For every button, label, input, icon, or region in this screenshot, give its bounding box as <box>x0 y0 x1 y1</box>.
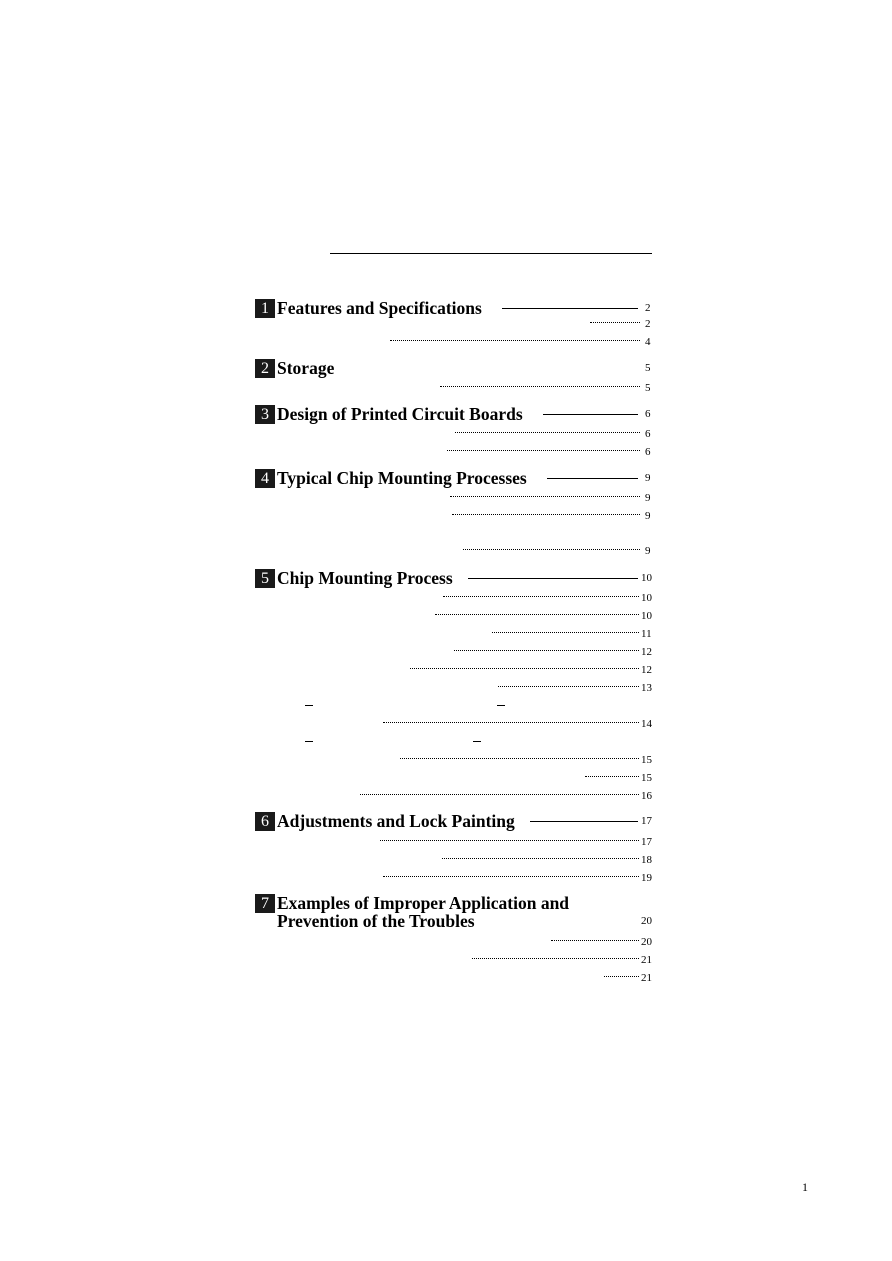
section-page-number: 5 <box>645 362 651 374</box>
heading-rule <box>543 414 638 415</box>
dot-leader <box>442 858 639 859</box>
entry-page-number: 10 <box>641 610 652 622</box>
toc-entry[interactable] <box>383 872 656 884</box>
section-page-number: 6 <box>645 408 651 420</box>
entry-page-number: 10 <box>641 592 652 604</box>
dot-leader <box>463 549 640 550</box>
toc-entry[interactable] <box>551 936 656 948</box>
toc-entry[interactable] <box>498 682 656 694</box>
entry-page-number: 4 <box>645 336 651 348</box>
entry-page-number: 2 <box>645 318 651 330</box>
section-title: Typical Chip Mounting Processes <box>277 468 527 488</box>
entry-page-number: 19 <box>641 872 652 884</box>
section-number-badge: 1 <box>255 299 275 318</box>
dot-leader <box>447 450 640 451</box>
entry-page-number: 15 <box>641 772 652 784</box>
section-title: Adjustments and Lock Painting <box>277 811 515 831</box>
toc-entry[interactable] <box>380 836 656 848</box>
dot-leader <box>360 794 639 795</box>
section-page-number: 9 <box>645 472 651 484</box>
entry-page-number: 15 <box>641 754 652 766</box>
section-title-line2: Prevention of the Troubles <box>277 911 475 931</box>
toc-entry[interactable] <box>435 610 656 622</box>
section-number-badge: 5 <box>255 569 275 588</box>
dot-leader <box>590 322 640 323</box>
dot-leader <box>585 776 639 777</box>
entry-page-number: 21 <box>641 954 652 966</box>
dot-leader <box>551 940 639 941</box>
toc-entry[interactable] <box>390 336 654 348</box>
dot-leader <box>380 840 639 841</box>
heading-rule <box>530 821 638 822</box>
section-number-badge: 7 <box>255 894 275 913</box>
heading-rule <box>468 578 638 579</box>
dot-leader <box>383 722 639 723</box>
toc-entry[interactable] <box>585 772 656 784</box>
entry-page-number: 5 <box>645 382 651 394</box>
toc-entry[interactable] <box>450 492 654 504</box>
entry-page-number: 12 <box>641 646 652 658</box>
section-page-number: 2 <box>645 302 651 314</box>
section-page-number: 20 <box>641 915 652 927</box>
toc-entry[interactable] <box>440 382 654 394</box>
entry-page-number: 20 <box>641 936 652 948</box>
section-number-badge: 6 <box>255 812 275 831</box>
dot-leader <box>455 432 640 433</box>
dot-leader <box>443 596 639 597</box>
entry-page-number: 9 <box>645 545 651 557</box>
dot-leader <box>440 386 640 387</box>
entry-page-number: 16 <box>641 790 652 802</box>
section-title: Design of Printed Circuit Boards <box>277 404 523 424</box>
entry-page-number: 14 <box>641 718 652 730</box>
heading-rule <box>502 308 638 309</box>
section-title: Examples of Improper Application and <box>277 893 570 913</box>
dash-mark <box>497 705 505 706</box>
section-title: Chip Mounting Process <box>277 568 453 588</box>
dot-leader <box>498 686 639 687</box>
toc-entry[interactable] <box>442 854 656 866</box>
dot-leader <box>454 650 639 651</box>
entry-page-number: 12 <box>641 664 652 676</box>
page-number: 1 <box>802 1180 808 1194</box>
toc-entry[interactable] <box>410 664 656 676</box>
entry-page-number: 11 <box>641 628 652 640</box>
heading-rule <box>547 478 638 479</box>
entry-page-number: 17 <box>641 836 652 848</box>
dot-leader <box>435 614 639 615</box>
toc-entry[interactable] <box>400 754 656 766</box>
section-page-number: 10 <box>641 572 652 584</box>
dash-mark <box>305 705 313 706</box>
dash-mark <box>473 741 481 742</box>
dot-leader <box>472 958 639 959</box>
section-title: Storage <box>277 358 335 378</box>
dot-leader <box>452 514 640 515</box>
section-title: Features and Specifications <box>277 298 482 318</box>
entry-page-number: 21 <box>641 972 652 984</box>
entry-page-number: 18 <box>641 854 652 866</box>
entry-page-number: 6 <box>645 428 651 440</box>
dash-mark <box>305 741 313 742</box>
entry-page-number: 9 <box>645 510 651 522</box>
dot-leader <box>604 976 639 977</box>
toc-entry[interactable] <box>443 592 656 604</box>
dot-leader <box>450 496 640 497</box>
section-number-badge: 2 <box>255 359 275 378</box>
toc-entry[interactable] <box>472 954 656 966</box>
dot-leader <box>410 668 639 669</box>
dot-leader <box>390 340 640 341</box>
toc-entry[interactable] <box>492 628 656 640</box>
toc-entry[interactable] <box>447 446 654 458</box>
section-page-number: 17 <box>641 815 652 827</box>
section-number-badge: 4 <box>255 469 275 488</box>
toc-entry[interactable] <box>463 545 654 557</box>
entry-page-number: 9 <box>645 492 651 504</box>
toc-entry[interactable] <box>604 972 656 984</box>
toc-entry[interactable] <box>383 718 656 730</box>
entry-page-number: 6 <box>645 446 651 458</box>
entry-page-number: 13 <box>641 682 652 694</box>
toc-entry[interactable] <box>452 510 654 522</box>
toc-entry[interactable] <box>454 646 656 658</box>
toc-entry[interactable] <box>455 428 654 440</box>
dot-leader <box>400 758 639 759</box>
dot-leader <box>383 876 639 877</box>
section-number-badge: 3 <box>255 405 275 424</box>
toc-entry[interactable] <box>590 318 654 330</box>
dot-leader <box>492 632 639 633</box>
toc-entry[interactable] <box>360 790 656 802</box>
